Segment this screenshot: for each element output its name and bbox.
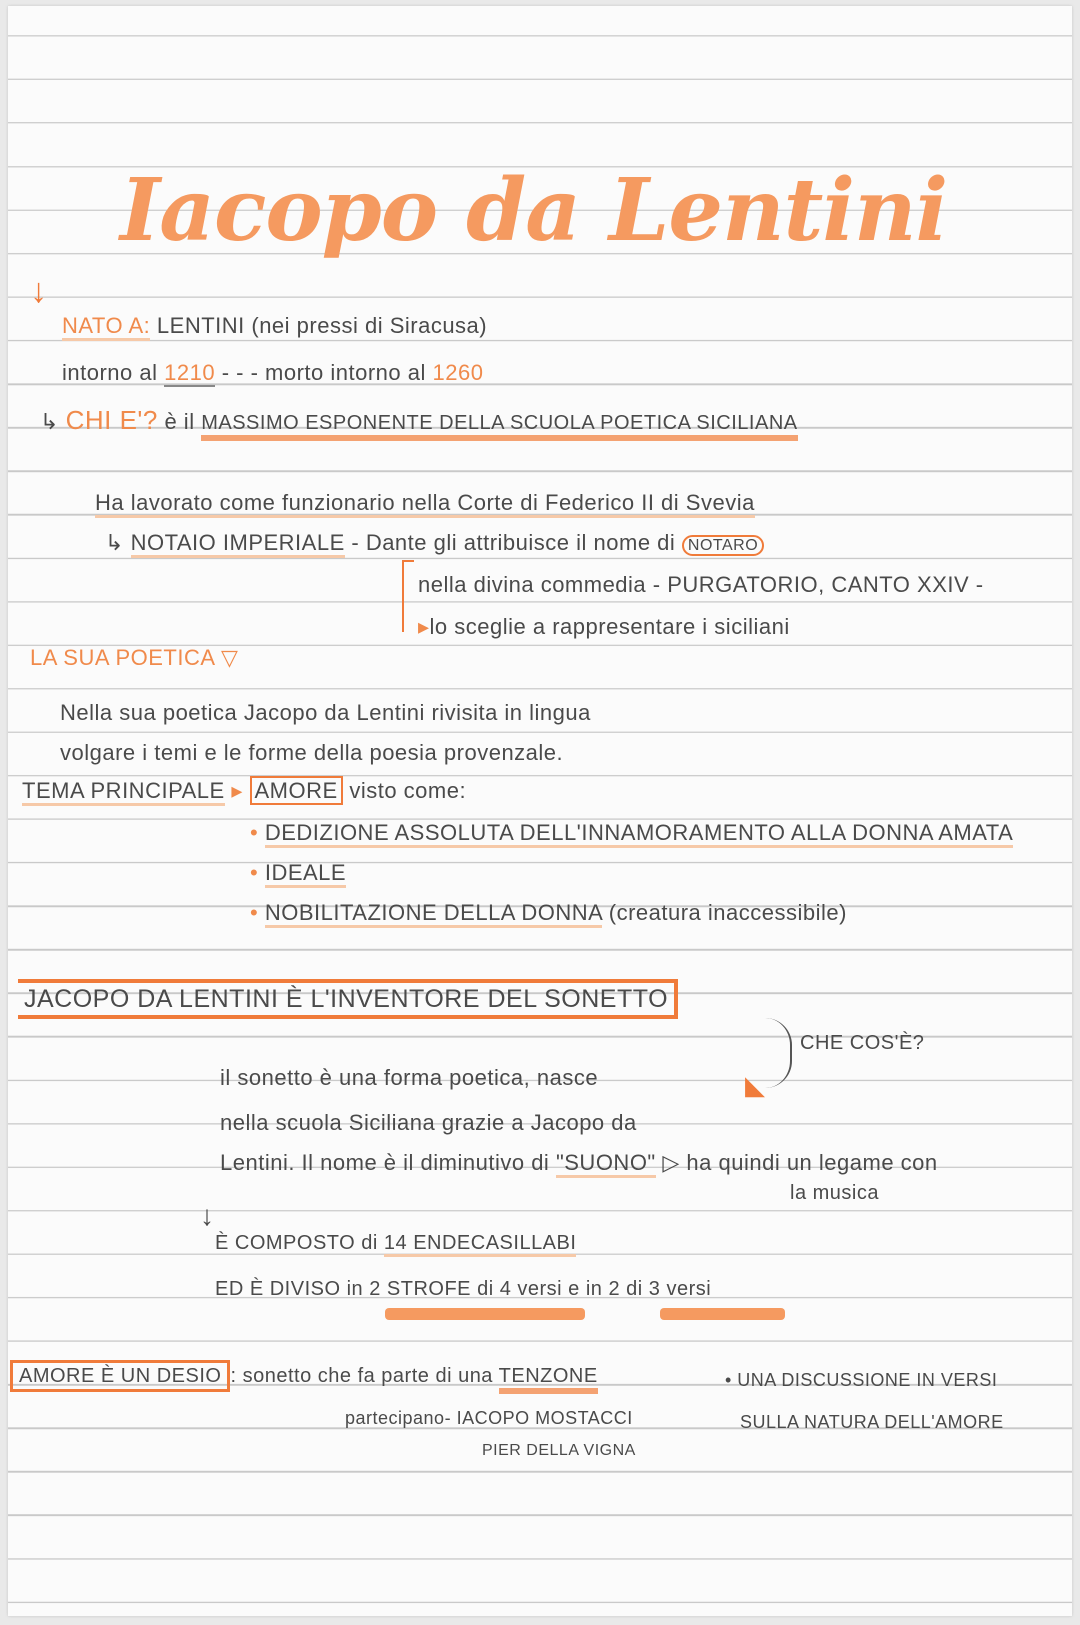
highlight-strofe3 bbox=[660, 1308, 785, 1320]
participant-2: PIER DELLA VIGNA bbox=[482, 1442, 636, 1459]
dante-text: - Dante gli attribuisce il nome di bbox=[351, 530, 676, 555]
suono-text: "SUONO" bbox=[556, 1150, 656, 1178]
triangle-icon: ◣ bbox=[745, 1070, 765, 1100]
born-label: NATO A: bbox=[62, 313, 150, 341]
arrow-down-icon: ↓ bbox=[30, 272, 47, 310]
sonetto-l2: nella scuola Siciliana grazie a Jacopo da bbox=[220, 1110, 637, 1135]
amore-box: AMORE bbox=[250, 776, 343, 805]
bracket-line bbox=[402, 560, 414, 632]
arrow-return-icon: ↳ bbox=[105, 530, 124, 555]
death-text: - - - morto intorno al bbox=[221, 360, 426, 385]
strofe3-text: 2 di 3 versi bbox=[608, 1278, 712, 1300]
worked-text: Ha lavorato come funzionario nella Corte di Federico II di Svevia bbox=[95, 490, 755, 518]
poetica-line1: Nella sua poetica Jacopo da Lentini rivisita in lingua bbox=[60, 700, 591, 725]
arrow-return-icon: ↳ bbox=[40, 409, 59, 434]
bullet-3-note: (creatura inaccessibile) bbox=[608, 900, 847, 925]
triangle-down-icon: ▽ bbox=[220, 645, 239, 670]
arrow-down-icon: ↓ bbox=[200, 1200, 215, 1231]
partecipano-text: partecipano bbox=[345, 1408, 445, 1428]
strofe4-text: 2 STROFE di 4 versi bbox=[369, 1278, 563, 1300]
bullet-2: IDEALE bbox=[265, 860, 346, 888]
born-place: LENTINI (nei pressi di Siracusa) bbox=[156, 313, 488, 338]
composto-text: È COMPOSTO di bbox=[215, 1232, 378, 1254]
tema-label: TEMA PRINCIPALE bbox=[22, 778, 225, 806]
poetica-heading: LA SUA POETICA bbox=[30, 645, 215, 670]
sonetto-l3a: Lentini. Il nome è il diminutivo di bbox=[220, 1150, 550, 1175]
endecasillabi-text: 14 ENDECASILLABI bbox=[384, 1232, 577, 1257]
question-text: CHE COS'È? bbox=[800, 1032, 925, 1054]
triangle-icon: ▸ bbox=[418, 614, 430, 639]
who-answer: MASSIMO ESPONENTE DELLA SCUOLA POETICA SICILIANA bbox=[201, 412, 797, 441]
death-year: 1260 bbox=[432, 360, 484, 385]
diviso-text: ED È DIVISO in bbox=[215, 1278, 364, 1300]
sceglie-text: lo sceglie a rappresentare i siciliani bbox=[429, 614, 790, 639]
tenzone-def2: SULLA NATURA DELL'AMORE bbox=[740, 1412, 1004, 1432]
tenzone-def1: • UNA DISCUSSIONE IN VERSI bbox=[725, 1370, 998, 1390]
sonetto-l1: il sonetto è una forma poetica, nasce bbox=[220, 1065, 599, 1090]
notaio-text: NOTAIO IMPERIALE bbox=[131, 530, 345, 558]
who-label: CHI E'? bbox=[65, 405, 158, 435]
arrow-right-icon: ▸ bbox=[231, 778, 243, 803]
sonetto-headline: JACOPO DA LENTINI È L'INVENTORE DEL SONETTO bbox=[18, 979, 678, 1019]
birth-year: 1210 bbox=[164, 360, 216, 385]
participant-1: - IACOPO MOSTACCI bbox=[444, 1408, 633, 1428]
amore-desio-box: AMORE È UN DESIO bbox=[10, 1360, 230, 1392]
page-title: Iacopo da Lentini bbox=[120, 160, 948, 261]
sonetto-l4: la musica bbox=[790, 1182, 879, 1204]
sonetto-l3b: ▷ ha quindi un legame con bbox=[662, 1150, 938, 1175]
highlight-strofe4 bbox=[385, 1308, 585, 1320]
bullet-1: DEDIZIONE ASSOLUTA DELL'INNAMORAMENTO ALLA DONNA AMATA bbox=[265, 820, 1013, 848]
visto-text: visto come: bbox=[349, 778, 467, 803]
amore-text: : sonetto che fa parte di una bbox=[230, 1365, 493, 1387]
notaro-circle: NOTARO bbox=[682, 535, 764, 556]
bullet-3: NOBILITAZIONE DELLA DONNA bbox=[265, 900, 602, 928]
tenzone-text: TENZONE bbox=[499, 1365, 598, 1394]
who-text: è il bbox=[164, 409, 195, 434]
e-in-text: e in bbox=[568, 1278, 603, 1300]
poetica-line2: volgare i temi e le forme della poesia provenzale. bbox=[60, 740, 564, 765]
commedia-text: nella divina commedia - PURGATORIO, CANTO XXIV - bbox=[418, 572, 984, 597]
around-text: intorno al bbox=[62, 360, 158, 385]
